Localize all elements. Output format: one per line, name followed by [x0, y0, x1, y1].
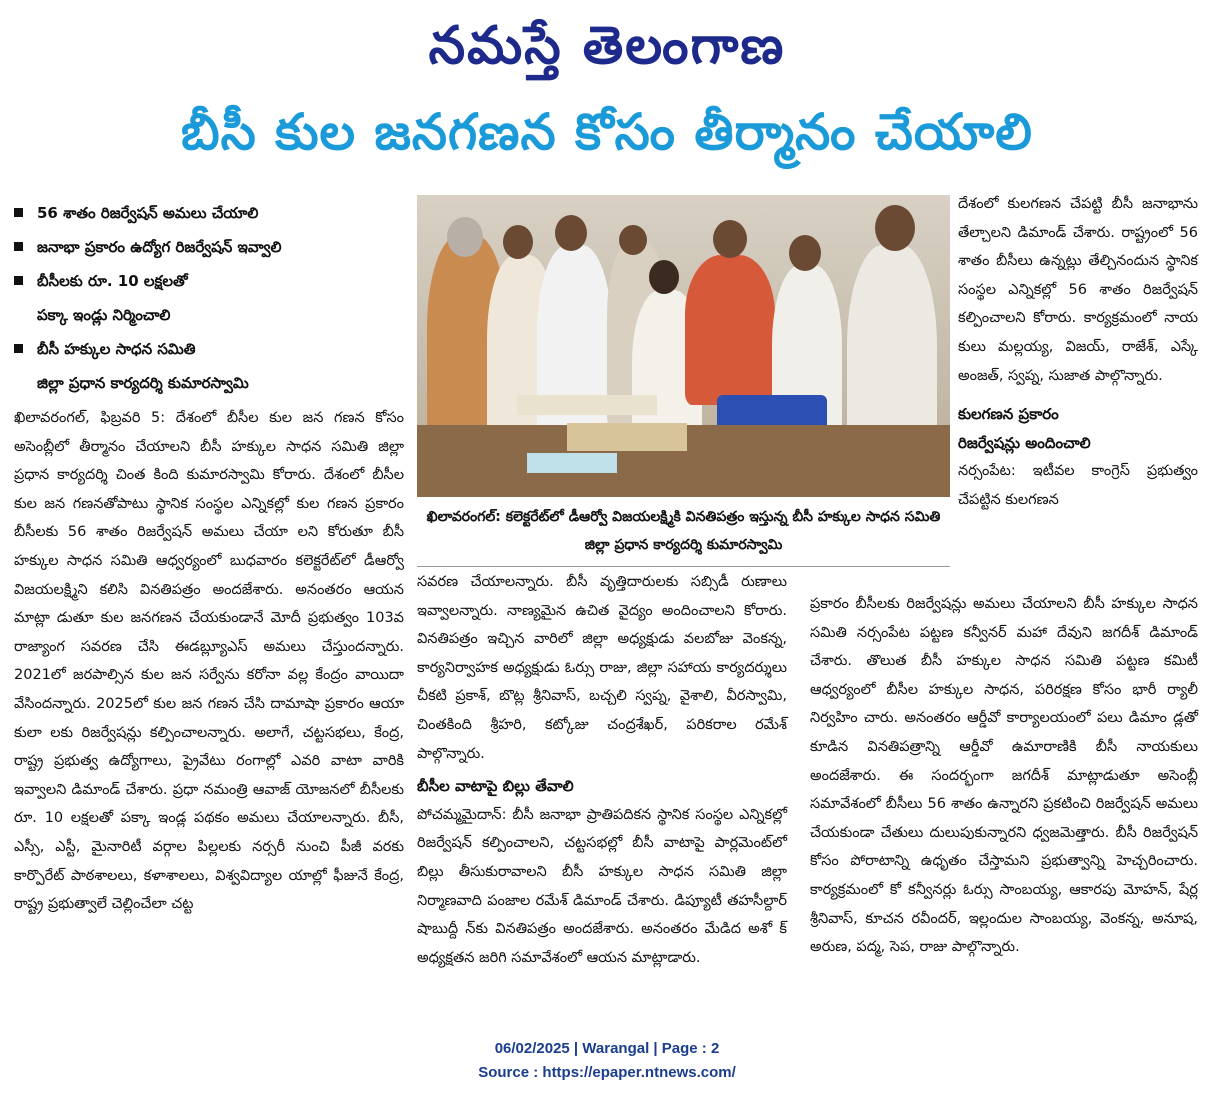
headline: బీసీ కుల జనగణన కోసం తీర్మానం చేయాలి	[181, 103, 1033, 161]
article-paragraph: దేశంలో కులగణన చేపట్టి బీసీ జనాభాను తేల్చాలని డిమాండ్ చేశారు. రాష్ట్రంలో 56 శాతం బీసీలు ఉన్నట్లు తేల్చినందున స్థానిక సంస్థల ఎన్నికల్లో 56 శాతం రిజర్వేషన్ కల్పించాలని కోరారు. కార్యక్రమంలో నాయ కులు మల్లయ్య, విజయ్, రాజేశ్, ఎస్కే అంజత్, స్వప్న, సుజాత పాల్గొన్నారు.	[958, 196, 1198, 384]
highlight-item: జనాభా ప్రకారం ఉద్యోగ రిజర్వేషన్ ఇవ్వాలి	[14, 230, 404, 264]
highlight-item-continuation: పక్కా ఇండ్లు నిర్మించాలి	[37, 306, 171, 324]
square-bullet-icon	[14, 208, 23, 217]
article-paragraph: నర్సంపేట: ఇటీవల కాంగ్రెస్ ప్రభుత్వం చేపట్టిన కులగణన	[958, 463, 1198, 508]
highlight-item: బీసీ హక్కుల సాధన సమితి	[14, 332, 404, 366]
article-paragraph: సవరణ చేయాలన్నారు. బీసీ వృత్తిదారులకు సబ్సిడీ రుణాలు ఇవ్వాలన్నారు. నాణ్యమైన ఉచిత వైద్యం అందించాలని కోరారు. వినతిపత్రం ఇచ్చిన వారిలో జిల్లా అధ్యక్షుడు వలబోజు వెంకన్న, కార్యనిర్వాహక అధ్యక్షుడు ఓర్సు రాజు, జిల్లా సహాయ కార్యదర్శులు చీకటి ప్రకాశ్, బొట్ల శ్రీనివాస్, బచ్చలి స్వప్న, వైశాలి, వీరస్వామి, చింతకింది శ్రీహరి, కట్కోజు చంద్రశేఖర్, పరికరాల రమేశ్ పాల్గొన్నారు.	[417, 574, 787, 762]
photo-caption: ఖిలావరంగల్: కలెక్టరేట్‌లో డీఆర్వో విజయలక్ష్మికి వినతిపత్రం ఇస్తున్న బీసీ హక్కుల సాధన సమితి జిల్లా ప్రధాన కార్యదర్శి కుమారస్వామి	[426, 509, 941, 553]
highlight-item: బీసీలకు రూ. 10 లక్షలతో	[14, 264, 404, 298]
highlight-item-continuation: జిల్లా ప్రధాన కార్యదర్శి కుమారస్వామి	[37, 374, 249, 392]
news-photo	[417, 195, 950, 497]
article-paragraph: ఖిలావరంగల్, ఫిబ్రవరి 5: దేశంలో బీసీల కుల జన గణన కోసం అసెంబ్లీలో తీర్మానం చేయాలని బీసీ హక్కుల సాధన సమితి జిల్లా ప్రధాన కార్యదర్శి చింత కింది కుమారస్వామి కోరారు. దేశంలో బీసీల కుల జన గణనతోపాటు స్థానిక సంస్థల ఎన్నికల్లో కుల గణన ప్రకారం బీసీలకు 56 శాతం రిజర్వేషన్ అమలు చేయా లని కోరుతూ బీసీ హక్కుల సాధన సమితి ఆధ్వర్యంలో బుధవారం కలెక్టరేట్‌లో డీఆర్వో విజయలక్ష్మిని కలిసి వినతిపత్రం అందజేశారు. అనంతరం ఆయన మాట్లా డుతూ కుల జనగణన చేయకుండానే మోదీ ప్రభుత్వం 103వ రాజ్యాంగ సవరణ చేసి ఈడబ్ల్యూఎస్ అమలు చేస్తుందన్నారు. 2021లో జరపాల్సిన కుల జన సర్వేను కరోనా వల్ల కేంద్రం వాయిదా వేసిందన్నారు. 2025లో కుల జన గణన చేసి దామాషా ప్రకారం ఆయా కులా లకు రిజర్వేషన్లు కల్పించాలన్నారు. అలాగే, చట్టసభలు, కేంద్ర, రాష్ట్ర ప్రభుత్వ ఉద్యోగాలు, ప్రైవేటు రంగాల్లో ఎవరి వాటా వారికి ఇవ్వాలని డిమాండ్ చేశారు. ప్రధా నమంత్రి ఆవాజ్ యోజనలో బీసీలకు రూ. 10 లక్షలతో పక్కా ఇండ్ల పథకం అమలు చేయాలన్నారు. బీసీ, ఎస్సీ, ఎస్టీ, మైనారిటీ వర్గాల పిల్లలకు నర్సరీ నుంచి పీజీ వరకు కార్పొరేట్ పాఠశాలలు, కళాశాలలు, విశ్వవిద్యాల యాల్లో ఫీజునే కేంద్ర, రాష్ట్ర ప్రభుత్వాలే చెల్లించేలా చట్ట	[14, 410, 404, 913]
article-column-2	[417, 568, 787, 972]
footer-date-line: 06/02/2025 | Warangal | Page : 2	[494, 1040, 720, 1057]
square-bullet-icon	[14, 344, 23, 353]
highlights-list	[14, 196, 404, 400]
section-subheading: బీసీల వాటాపై బిల్లు తేవాలి	[417, 777, 574, 796]
article-column-1	[14, 404, 404, 919]
article-column-3	[958, 190, 1198, 515]
section-subheading: రిజర్వేషన్లు అందించాలి	[958, 433, 1091, 452]
article-paragraph: ప్రకారం బీసీలకు రిజర్వేషన్లు అమలు చేయాలని బీసీ హక్కుల సాధన సమితి నర్సంపేట పట్టణ కన్వీనర్ మహా దేవుని జగదీశ్ డిమాండ్ చేశారు. తొలుత బీసీ హక్కుల సాధన సమితి పట్టణ కమిటీ ఆధ్వర్యంలో బీసీల హక్కుల సాధన, పరిరక్షణ కోసం భారీ ర్యాలీ నిర్వహిం చారు. అనంతరం ఆర్డీవో కార్యాలయంలో పలు డిమాం డ్లతో కూడిన వినతిపత్రాన్ని ఆర్డీవో ఉమారాణికి బీసీ నాయకులు అందజేశారు. ఈ సందర్భంగా జగదీశ్ మాట్లాడుతూ అసెంబ్లీ సమావేశంలో బీసీలు 56 శాతం ఉన్నారని ప్రకటించి రిజర్వేషన్ అమలు చేయకుండా చేతులు దులుపుకున్నారని ధ్వజమెత్తారు. బీసీ రిజర్వేషన్ కోసం పోరాటాన్ని ఉధృతం చేస్తామని ప్రభుత్వాన్ని హెచ్చరించారు. కార్యక్రమంలో కో కన్వీనర్లు ఓర్సు సాంబయ్య, ఆకారపు మోహన్, షేర్ల శ్రీనివాస్, కూచన రవీందర్, ఇల్లందుల సాంబయ్య, వెంకన్న, అనూష, అరుణ, పద్మ, సెప, రాజు పాల్గొన్నారు.	[810, 596, 1198, 956]
caption-divider	[417, 566, 950, 567]
section-subheading: కులగణన ప్రకారం	[958, 405, 1059, 424]
article-paragraph: పోచమ్మమైదాన్: బీసీ జనాభా ప్రాతిపదికన స్థానిక సంస్థల ఎన్నికల్లో రిజర్వేషన్ కల్పించాలని, చట్టసభల్లో బీసీ వాటాపై పార్లమెంట్‌లో బిల్లు తీసుకురావాలని బీసీ హక్కుల సాధన సమితి జిల్లా నిర్మాణవాది పంజాల రమేశ్ డిమాండ్ చేశారు. డిప్యూటీ తహసీల్దార్ షాబుద్దీ న్‌కు వినతిపత్రం అందజేశారు. అనంతరం మేడిద అశో క్ అధ్యక్షతన జరిగి సమావేశంలో ఆయన మాట్లాడారు.	[417, 806, 787, 966]
square-bullet-icon	[14, 276, 23, 285]
square-bullet-icon	[14, 242, 23, 251]
highlight-item: 56 శాతం రిజర్వేషన్ అమలు చేయాలి	[14, 196, 404, 230]
masthead: నమస్తే తెలంగాణ	[428, 15, 786, 76]
article-column-4	[810, 590, 1198, 962]
footer-source-link[interactable]: Source : https://epaper.ntnews.com/	[478, 1064, 736, 1081]
